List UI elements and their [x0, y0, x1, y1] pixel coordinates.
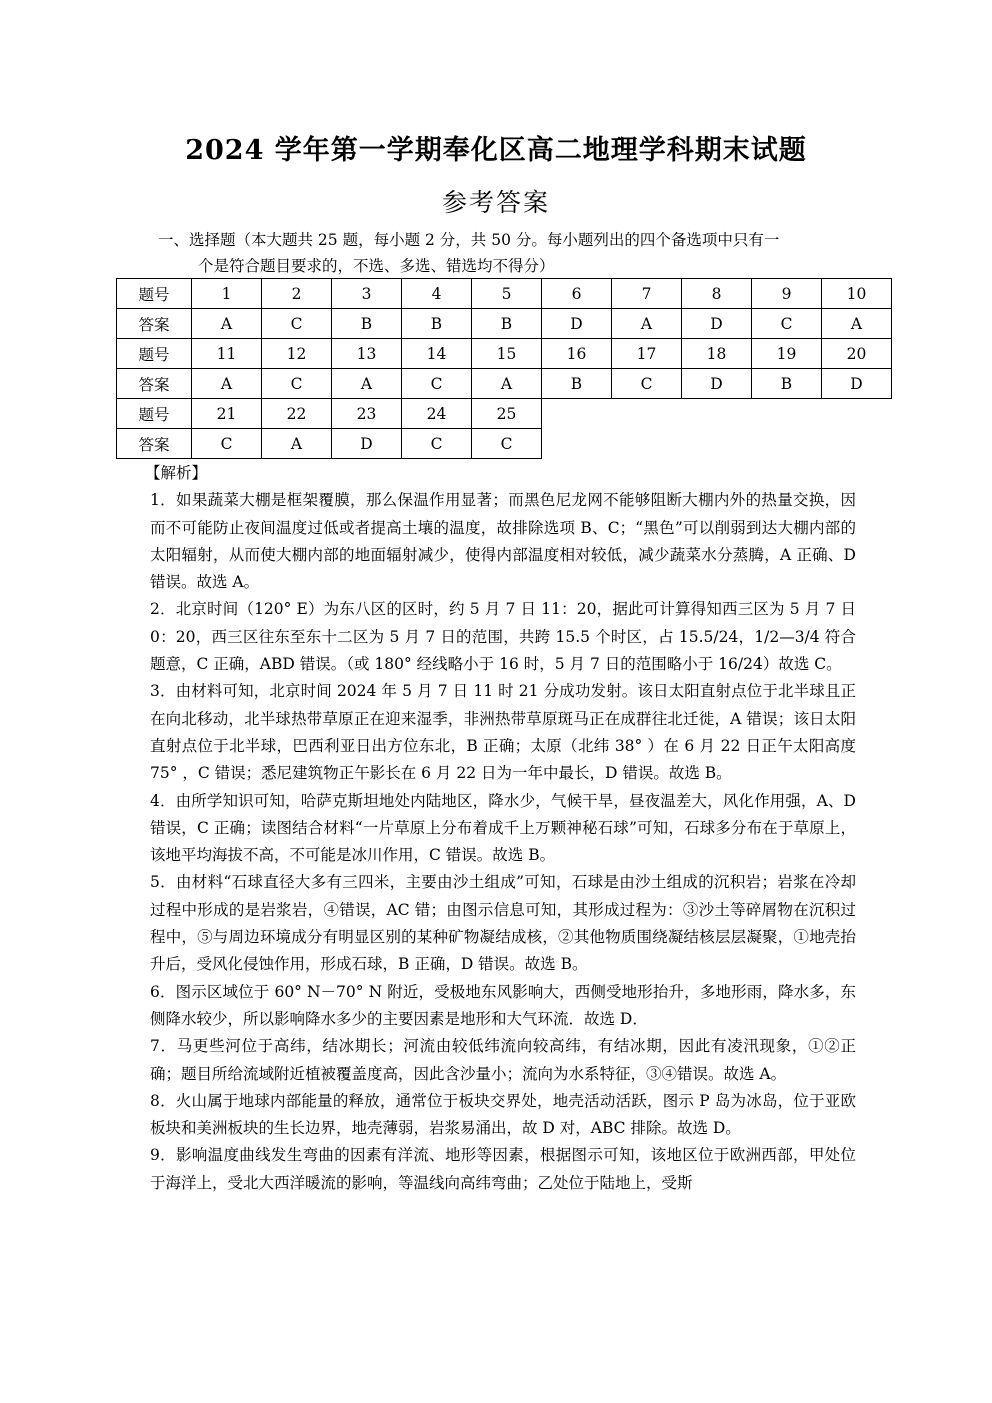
- answer-cell: B: [332, 309, 402, 339]
- question-cell: 2: [262, 279, 332, 309]
- empty-cell: [682, 399, 752, 429]
- empty-cell: [752, 399, 822, 429]
- analysis-item-8: 8．火山属于地球内部能量的释放，通常位于板块交界处，地壳活动活跃，图示 P 岛为冰岛，位于亚欧板块和美洲板块的生长边界，地壳薄弱，岩浆易涌出，故 D 对，ABC 排除。故选 D。: [150, 1091, 856, 1138]
- question-cell: 1: [192, 279, 262, 309]
- answer-cell: C: [752, 309, 822, 339]
- answer-cell: C: [402, 369, 472, 399]
- answer-cell: C: [262, 309, 332, 339]
- question-cell: 6: [542, 279, 612, 309]
- question-cell: 25: [472, 399, 542, 429]
- question-label-cell: 题号: [117, 399, 192, 429]
- question-cell: 10: [822, 279, 892, 309]
- analysis-item-6: 6．图示区域位于 60° N－70° N 附近，受极地东风影响大，西侧受地形抬升，多地形雨，降水多，东侧降水较少，所以影响降水多少的主要因素是地形和大气环流．故选 D．: [150, 982, 856, 1028]
- empty-cell: [752, 429, 822, 459]
- answer-cell: B: [402, 309, 472, 339]
- section-heading: [158, 227, 858, 279]
- answer-label-cell: 答案: [117, 309, 192, 339]
- analysis-item-4: 4．由所学知识可知，哈萨克斯坦地处内陆地区，降水少，气候干旱，昼夜温差大，风化作用强，A、D 错误，C 正确；读图结合材料“一片草原上分布着成千上万颗神秘石球”可知，石球多分布在于草原上，该地平均海拔不高，不可能是冰川作用，C 错误。故选 B。: [150, 791, 856, 865]
- answer-cell: A: [612, 309, 682, 339]
- question-cell: 17: [612, 339, 682, 369]
- answer-cell: A: [192, 309, 262, 339]
- question-label-cell: 题号: [117, 339, 192, 369]
- question-cell: 23: [332, 399, 402, 429]
- answer-cell: C: [262, 369, 332, 399]
- empty-cell: [822, 429, 892, 459]
- answer-label-cell: 答案: [117, 429, 192, 459]
- question-cell: 3: [332, 279, 402, 309]
- answer-cell: D: [822, 369, 892, 399]
- answer-table-answer-row: [117, 429, 892, 459]
- question-cell: 15: [472, 339, 542, 369]
- question-cell: 4: [402, 279, 472, 309]
- section-heading-line2: 个是符合题目要求的，不选、多选、错选均不得分）: [198, 257, 555, 275]
- question-cell: 12: [262, 339, 332, 369]
- analysis-item-1: 1．如果蔬菜大棚是框架覆膜，那么保温作用显著；而黑色尼龙网不能够阻断大棚内外的热量交换，因而不可能防止夜间温度过低或者提高土壤的温度，故排除选项 B、C；“黑色”可以削弱到达大棚内部的太阳辐射，从而使大棚内部的地面辐射减少，使得内部温度相对较低，减少蔬菜水分蒸腾，A 正确、D 错误。故选 A。: [150, 491, 856, 592]
- question-cell: 21: [192, 399, 262, 429]
- answer-table-answer-row: [117, 369, 892, 399]
- answer-table-question-row: [117, 399, 892, 429]
- question-cell: 13: [332, 339, 402, 369]
- answer-table: [116, 278, 892, 459]
- question-cell: 8: [682, 279, 752, 309]
- answer-cell: A: [262, 429, 332, 459]
- answer-table-question-row: [117, 339, 892, 369]
- answer-label-cell: 答案: [117, 369, 192, 399]
- analysis-item-3: 3．由材料可知，北京时间 2024 年 5 月 7 日 11 时 21 分成功发射。该日太阳直射点位于北半球且正在向北移动，北半球热带草原正在迎来湿季，非洲热带草原斑马正在成群往北迁徙，A 错误；该日太阳直射点位于北半球，巴西利亚日出方位东北，B 正确；太原（北纬 38° ）在 6 月 22 日正午太阳高度 75° ，C 错误；悉尼建筑物正午影长在 6 月 22 日为一年中最长，D 错误。故选 B。: [150, 682, 856, 783]
- empty-cell: [612, 429, 682, 459]
- empty-cell: [542, 429, 612, 459]
- answer-cell: A: [472, 369, 542, 399]
- question-cell: 18: [682, 339, 752, 369]
- page-title: 2024 学年第一学期奉化区高二地理学科期末试题: [185, 135, 807, 166]
- question-cell: 16: [542, 339, 612, 369]
- analysis-section: [145, 460, 856, 1197]
- question-cell: 9: [752, 279, 822, 309]
- analysis-item-9: 9．影响温度曲线发生弯曲的因素有洋流、地形等因素，根据图示可知，该地区位于欧洲西部，甲处位于海洋上，受北大西洋暖流的影响，等温线向高纬弯曲；乙处位于陆地上，受斯: [150, 1146, 856, 1192]
- answer-cell: A: [192, 369, 262, 399]
- answer-cell: C: [192, 429, 262, 459]
- question-cell: 5: [472, 279, 542, 309]
- answer-cell: D: [682, 369, 752, 399]
- question-cell: 7: [612, 279, 682, 309]
- answer-cell: C: [612, 369, 682, 399]
- question-label-cell: 题号: [117, 279, 192, 309]
- empty-cell: [822, 399, 892, 429]
- answer-cell: C: [402, 429, 472, 459]
- answer-cell: D: [682, 309, 752, 339]
- answer-cell: D: [332, 429, 402, 459]
- question-cell: 11: [192, 339, 262, 369]
- answer-cell: A: [332, 369, 402, 399]
- answer-cell: D: [542, 309, 612, 339]
- question-cell: 24: [402, 399, 472, 429]
- question-cell: 14: [402, 339, 472, 369]
- answer-table-question-row: [117, 279, 892, 309]
- empty-cell: [682, 429, 752, 459]
- section-heading-line1: 一、选择题（本大题共 25 题，每小题 2 分，共 50 分。每小题列出的四个备选项中只有一: [158, 231, 780, 249]
- empty-cell: [542, 399, 612, 429]
- analysis-heading: 【解析】: [145, 464, 208, 482]
- answer-cell: B: [472, 309, 542, 339]
- page-subtitle: 参考答案: [441, 188, 550, 217]
- question-cell: 20: [822, 339, 892, 369]
- answer-cell: B: [752, 369, 822, 399]
- question-cell: 19: [752, 339, 822, 369]
- answer-cell: B: [542, 369, 612, 399]
- answer-cell: A: [822, 309, 892, 339]
- analysis-item-7: 7．马更些河位于高纬，结冰期长；河流由较低纬流向较高纬，有结冰期，因此有凌汛现象，①②正确；题目所给流域附近植被覆盖度高，因此含沙量小；流向为水系特征，③④错误。故选 A。: [150, 1037, 856, 1083]
- analysis-item-5: 5．由材料“石球直径大多有三四米，主要由沙土组成”可知，石球是由沙土组成的沉积岩；岩浆在冷却过程中形成的是岩浆岩，④错误，AC 错；由图示信息可知，其形成过程为：③沙土等碎屑物在沉积过程中，⑤与周边环境成分有明显区别的某种矿物凝结成核，②其他物质围绕凝结核层层凝聚，①地壳抬升后，受风化侵蚀作用，形成石球，B 正确，D 错误。故选 B。: [150, 873, 856, 974]
- question-cell: 22: [262, 399, 332, 429]
- empty-cell: [612, 399, 682, 429]
- answer-cell: C: [472, 429, 542, 459]
- answer-table-answer-row: [117, 309, 892, 339]
- analysis-item-2: 2．北京时间（120° E）为东八区的区时，约 5 月 7 日 11：20，据此可计算得知西三区为 5 月 7 日 0：20，西三区往东至东十二区为 5 月 7 日的范围，共跨 15.5 个时区，占 15.5/24，1/2—3/4 符合题意，C 正确，ABD 错误。（或 180° 经线略小于 16 时，5 月 7 日的范围略小于 16/24）故选 C。: [150, 600, 856, 674]
